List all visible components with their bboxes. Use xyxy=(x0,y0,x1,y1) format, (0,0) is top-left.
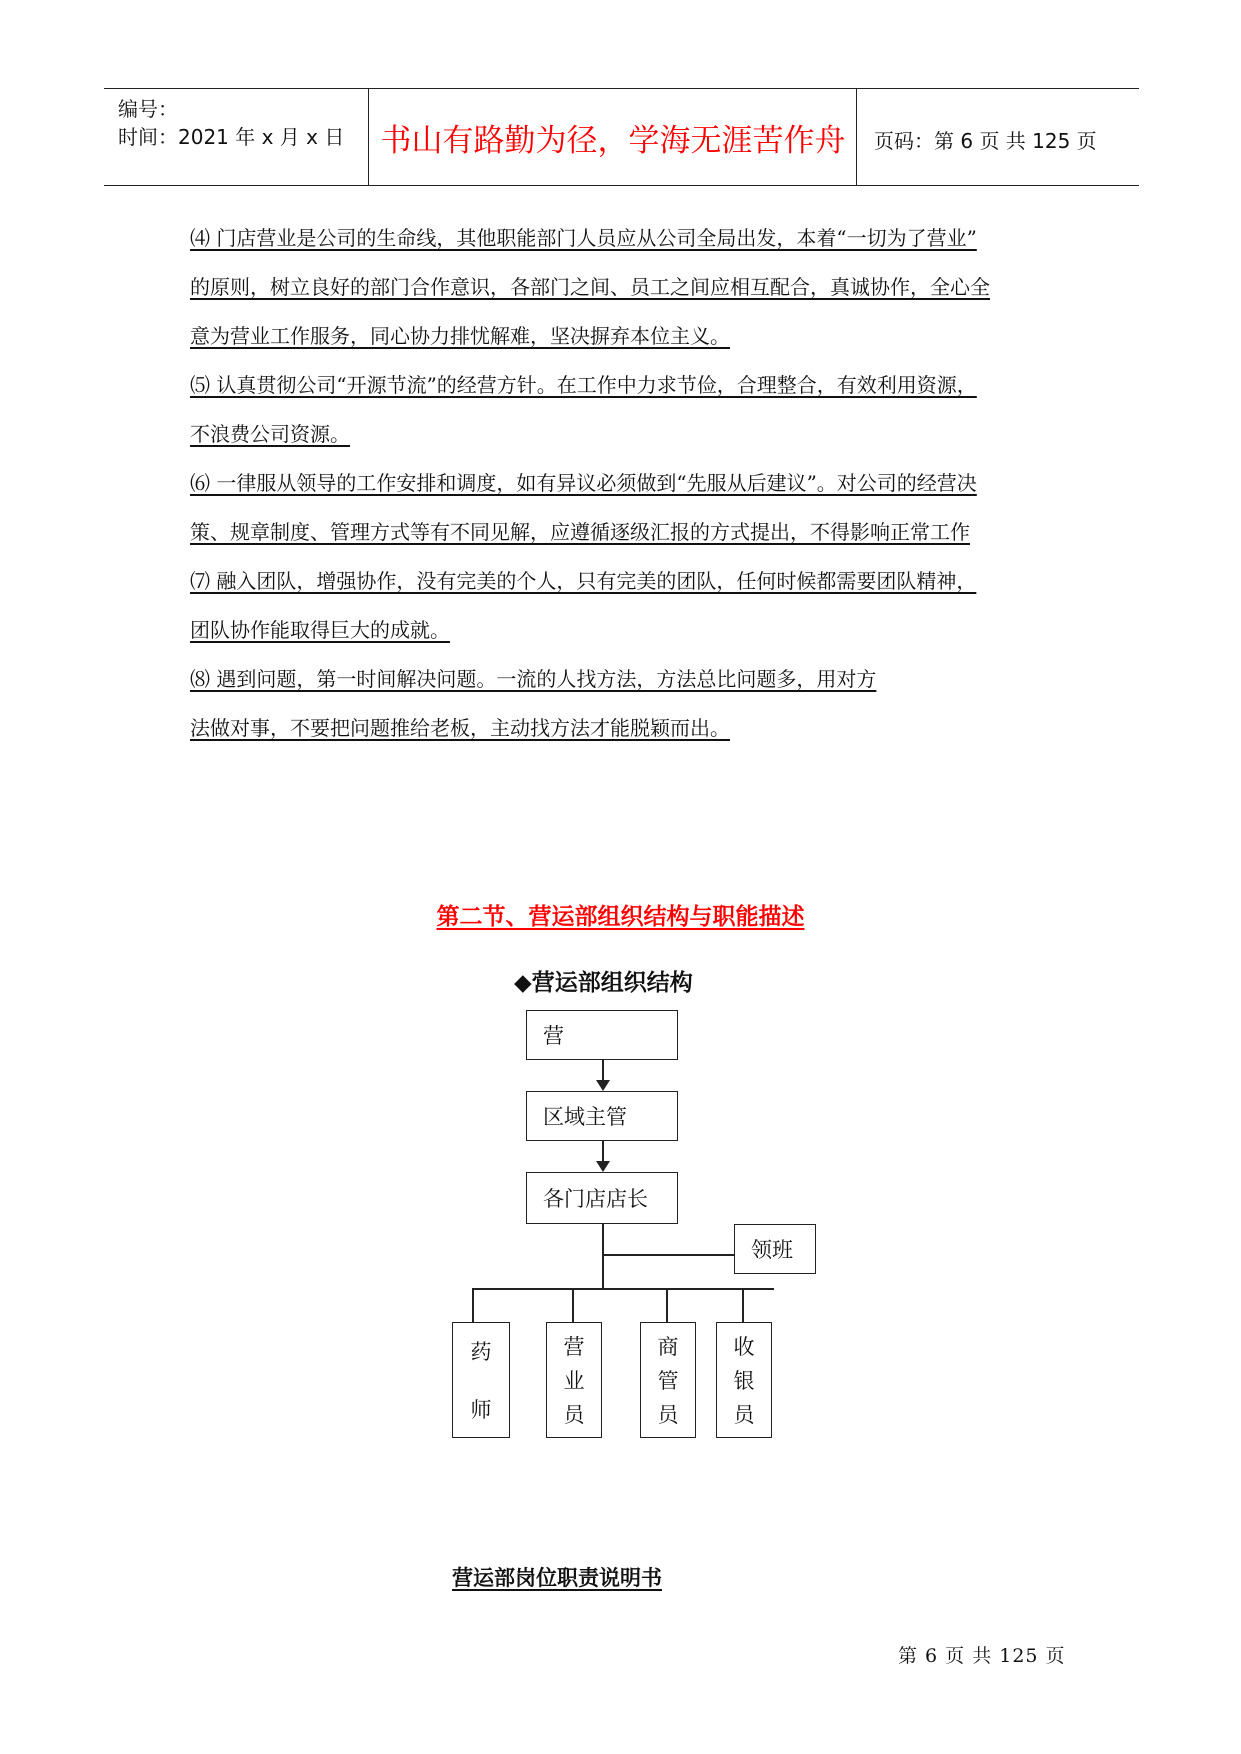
org-box-char: 员 xyxy=(563,1403,585,1427)
org-box-store-manager xyxy=(526,1172,678,1224)
header-divider xyxy=(368,89,369,185)
paragraph-line: 法做对事，不要把问题推给老板，主动找方法才能脱颖而出。 xyxy=(190,716,730,740)
org-box-char: 收 xyxy=(733,1335,755,1359)
org-box-char: 业 xyxy=(563,1369,585,1393)
connector-line xyxy=(666,1288,668,1322)
paragraph-line: 意为营业工作服务，同心协力排忧解难，坚决摒弃本位主义。 xyxy=(190,324,730,348)
connector-line xyxy=(472,1288,474,1322)
header-motto: 书山有路勤为径，学海无涯苦作舟 xyxy=(380,122,846,159)
org-box-label: 领班 xyxy=(751,1238,793,1262)
connector-line xyxy=(472,1288,774,1290)
paragraph-line: ⑷ 门店营业是公司的生命线，其他职能部门人员应从公司全局出发，本着“一切为了营业” xyxy=(190,226,977,250)
paragraph-line: ⑺ 融入团队，增强协作，没有完美的个人，只有完美的团队，任何时候都需要团队精神， xyxy=(190,569,977,593)
paragraph-line: ⑹ 一律服从领导的工作安排和调度，如有异议必须做到“先服从后建议”。对公司的经营决 xyxy=(190,471,977,495)
paragraph-line: 不浪费公司资源。 xyxy=(190,422,350,446)
connector-line xyxy=(602,1224,604,1288)
section-title: 第二节、营运部组织结构与职能描述 xyxy=(436,904,805,930)
org-box-label: 各门店店长 xyxy=(543,1187,648,1211)
connector-line xyxy=(742,1288,744,1322)
org-box-char: 营 xyxy=(563,1335,585,1359)
arrow-down-icon xyxy=(596,1161,610,1172)
org-box-char: 师 xyxy=(470,1398,492,1422)
org-box-label: 区域主管 xyxy=(543,1105,627,1129)
org-box-char: 商 xyxy=(657,1335,679,1359)
paragraph-line: ⑸ 认真贯彻公司“开源节流”的经营方针。在工作中力求节俭，合理整合，有效利用资源， xyxy=(190,373,977,397)
org-box-merchandiser xyxy=(640,1322,696,1438)
org-box-label: 营 xyxy=(543,1024,564,1048)
org-box-regional xyxy=(526,1091,678,1141)
page-footer: 第 6 页 共 125 页 xyxy=(898,1645,1066,1667)
paragraph-line: ⑻ 遇到问题，第一时间解决问题。一流的人找方法，方法总比问题多，用对方 xyxy=(190,667,877,691)
header-meta xyxy=(104,89,368,185)
org-box-cashier xyxy=(716,1322,772,1438)
org-box-shift-lead xyxy=(734,1224,816,1274)
header-divider xyxy=(856,89,857,185)
page-header xyxy=(104,88,1139,186)
connector-line xyxy=(572,1288,574,1322)
org-box-char: 员 xyxy=(657,1403,679,1427)
paragraph-line: 的原则，树立良好的部门合作意识，各部门之间、员工之间应相互配合，真诚协作，全心全 xyxy=(190,275,990,299)
document-number: 编号： xyxy=(118,97,178,121)
org-box-salesperson xyxy=(546,1322,602,1438)
org-box-top xyxy=(526,1010,678,1060)
org-box-char: 员 xyxy=(733,1403,755,1427)
org-box-char: 银 xyxy=(733,1369,755,1393)
org-chart-title: ◆营运部组织结构 xyxy=(514,970,693,996)
paragraph-line: 策、规章制度、管理方式等有不同见解，应遵循逐级汇报的方式提出，不得影响正常工作 xyxy=(190,520,970,544)
header-page-number: 页码：第 6 页 共 125 页 xyxy=(874,129,1097,153)
document-date: 时间：2021 年 x 月 x 日 xyxy=(118,125,345,149)
duty-description-title: 营运部岗位职责说明书 xyxy=(452,1566,662,1590)
connector-line xyxy=(602,1254,734,1256)
arrow-down-icon xyxy=(596,1080,610,1091)
org-box-pharmacist xyxy=(452,1322,510,1438)
org-box-char: 药 xyxy=(470,1340,492,1364)
paragraph-line: 团队协作能取得巨大的成就。 xyxy=(190,618,450,642)
org-box-char: 管 xyxy=(657,1369,679,1393)
